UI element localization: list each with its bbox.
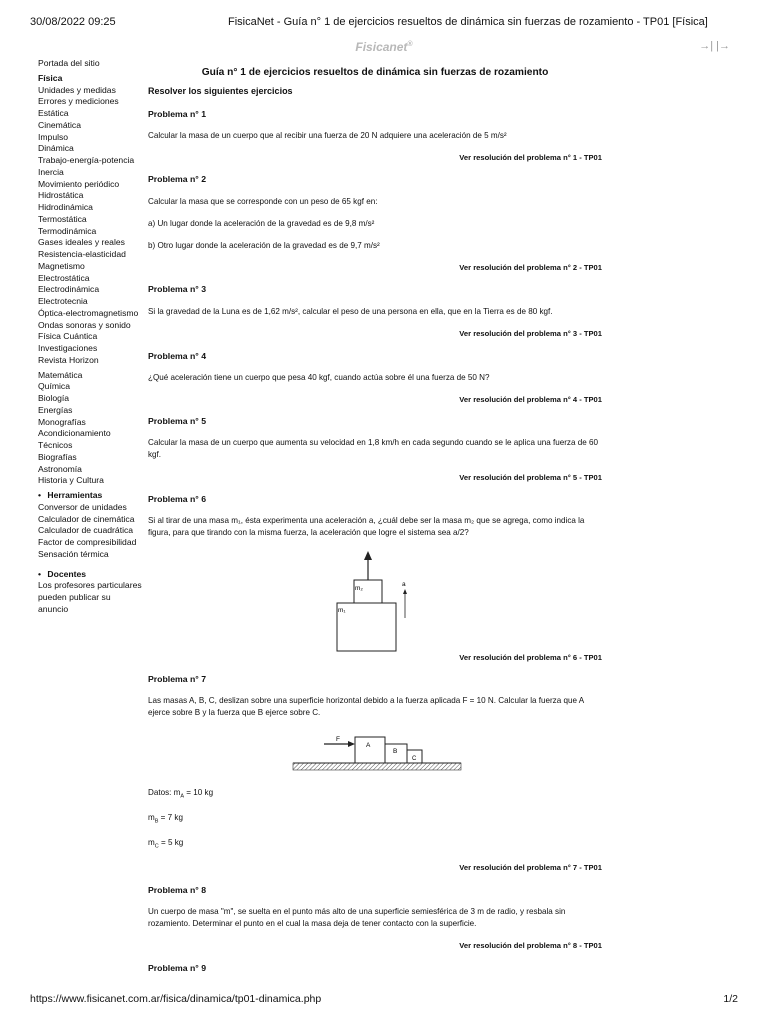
sidebar-item-fisica[interactable]: Hidrostática	[38, 190, 84, 201]
sidebar-other-list	[38, 370, 148, 488]
sidebar-item-fisica[interactable]: Impulso	[38, 131, 69, 142]
sidebar-item-fisica[interactable]: Estática	[38, 108, 69, 118]
problem-7-data-mc: $m_C = 5$ kg	[148, 838, 184, 850]
block-a	[355, 737, 385, 763]
sidebar-item-fisica[interactable]: Revista Horizon	[38, 354, 99, 365]
sidebar-item-fisica[interactable]: Ondas sonoras y sonido	[38, 319, 131, 330]
problem-2-option-b: b) Otro lugar donde la aceleración de la gravedad es de 9,7 m/s²	[148, 241, 380, 250]
fig-label-a: a	[402, 581, 406, 588]
sidebar-item-section[interactable]: Historia y Cultura	[38, 475, 104, 486]
problem-3-link[interactable]: Ver resolución del problema n° 3 - TP01	[459, 329, 602, 338]
sidebar-item-fisica[interactable]: Electrostática	[38, 272, 90, 283]
fig-label-block-b: B	[393, 748, 398, 755]
sidebar-item-fisica[interactable]: Investigaciones	[38, 343, 98, 353]
arrow-up-small-icon	[403, 589, 407, 594]
problem-7-text: Las masas A, B, C, deslizan sobre una superficie horizontal debido a la fuerza aplicada F = 10 N. Calcular la fuerza que A ejerce sobre B y la fuerza que B ejerce sobre C.	[148, 696, 584, 717]
sidebar-fisica-list	[38, 85, 148, 367]
page-url: https://www.fisicanet.com.ar/fisica/dinamica/tp01-dinamica.php	[30, 993, 322, 1005]
sidebar-item-fisica[interactable]: Física Cuántica	[38, 331, 98, 342]
problem-8-text: Un cuerpo de masa "m", se suelta en el punto más alto de una superficie semiesférica de 3 m de radio, y resbala sin rozamiento. Determinar el punto en el cual la masa deja de tener contacto con la superficie.	[148, 907, 566, 928]
problem-4-text: ¿Qué aceleración tiene un cuerpo que pesa 40 kgf, cuando actúa sobre él una fuerza de 50 N?	[148, 373, 490, 382]
sidebar-item-section[interactable]: Acondicionamiento	[38, 428, 111, 439]
sidebar-item-tool[interactable]: Calculador de cinemática	[38, 513, 135, 524]
sidebar-item-section[interactable]: Química	[38, 381, 70, 392]
sidebar-item-fisica[interactable]: Gases ideales y reales	[38, 237, 125, 248]
print-date: 30/08/2022 09:25	[30, 16, 116, 28]
sidebar-item-tool[interactable]: Factor de compresibilidad	[38, 537, 137, 547]
fig-label-f: F	[336, 736, 340, 743]
problem-6-heading: Problema n° 6	[148, 494, 207, 504]
sidebar-item-section[interactable]: Matemática	[38, 369, 83, 380]
sidebar-item-fisica[interactable]: Termodinámica	[38, 225, 97, 236]
sidebar-item-section[interactable]: Monografías	[38, 416, 86, 427]
problem-6-text: Si al tirar de una masa m₁, ésta experimenta una aceleración a, ¿cuál debe ser la masa m₂ que se agrega, como indica la figura, para que tirando con la misma fuerza, la aceleración que logre el sistema sea a/2?	[148, 516, 585, 537]
sidebar-item-section[interactable]: Biología	[38, 393, 70, 403]
fig-label-block-a: A	[366, 742, 371, 749]
sidebar-item-fisica[interactable]: Dinámica	[38, 143, 74, 154]
logo-registered-mark: ®	[407, 41, 413, 48]
problem-8-link[interactable]: Ver resolución del problema n° 8 - TP01	[459, 941, 602, 950]
sidebar-item-fisica[interactable]: Movimiento periódico	[38, 178, 120, 189]
problem-9-heading: Problema n° 9	[148, 963, 207, 973]
page-subtitle: Resolver los siguientes ejercicios	[148, 86, 293, 96]
sidebar-item-tool[interactable]: Conversor de unidades	[38, 501, 127, 512]
sidebar-tools-list	[38, 502, 148, 561]
problem-7-figure	[292, 732, 462, 774]
sidebar-item-section[interactable]: Biografías	[38, 451, 77, 462]
problem-2-text: Calcular la masa que se corresponde con un peso de 65 kgf en:	[148, 197, 378, 206]
problem-5-heading: Problema n° 5	[148, 416, 207, 426]
sidebar-item-fisica[interactable]: Magnetismo	[38, 260, 85, 271]
problem-2-heading: Problema n° 2	[148, 174, 207, 184]
sidebar-item-fisica[interactable]: Errores y mediciones	[38, 96, 119, 107]
sidebar-section-fisica[interactable]: Física	[38, 72, 63, 83]
sidebar-item-tool[interactable]: Calculador de cuadrática	[38, 525, 134, 536]
sidebar-section-teachers: • Docentes	[38, 568, 87, 579]
problem-7-link[interactable]: Ver resolución del problema n° 7 - TP01	[459, 863, 602, 872]
problem-4-link[interactable]: Ver resolución del problema n° 4 - TP01	[459, 395, 602, 404]
site-logo[interactable]: Fisicanet®	[355, 40, 413, 54]
arrow-up-icon	[364, 551, 372, 560]
sidebar-item-tool[interactable]: Sensación térmica	[38, 548, 109, 559]
sidebar-item-section[interactable]: Técnicos	[38, 440, 73, 450]
site-bar	[30, 40, 738, 58]
sidebar-item-fisica[interactable]: Inercia	[38, 166, 64, 177]
sidebar-item-fisica[interactable]: Cinemática	[38, 119, 81, 130]
sidebar-teachers-text[interactable]	[38, 580, 148, 615]
sidebar	[38, 58, 148, 616]
problem-5-link[interactable]: Ver resolución del problema n° 5 - TP01	[459, 473, 602, 482]
sidebar-item-section[interactable]: Energías	[38, 404, 73, 415]
sidebar-item-section[interactable]: Astronomía	[38, 463, 82, 474]
sidebar-item-fisica[interactable]: Electrodinámica	[38, 284, 100, 295]
problem-1-heading: Problema n° 1	[148, 109, 207, 119]
problem-7-data-mb: $m_B = 7$ kg	[148, 813, 183, 825]
problem-7-heading: Problema n° 7	[148, 674, 207, 684]
problem-6-figure	[334, 550, 414, 654]
problem-2-link[interactable]: Ver resolución del problema n° 2 - TP01	[459, 263, 602, 272]
problem-6-link[interactable]: Ver resolución del problema n° 6 - TP01	[459, 653, 602, 662]
sidebar-section-tools: • Herramientas	[38, 490, 103, 500]
problem-4-heading: Problema n° 4	[148, 351, 207, 361]
problem-7-data-ma: Datos: $m_A = 10$ kg	[148, 788, 214, 800]
sidebar-item-fisica[interactable]: Termostática	[38, 213, 87, 224]
sidebar-item-fisica[interactable]: Unidades y medidas	[38, 84, 116, 95]
sidebar-teachers-line[interactable]: anuncio	[38, 603, 69, 614]
print-header	[30, 16, 738, 32]
sidebar-item-fisica[interactable]: Resistencia-elasticidad	[38, 249, 126, 259]
sidebar-item-home[interactable]: Portada del sitio	[38, 58, 100, 68]
problem-2-option-a: a) Un lugar donde la aceleración de la gravedad es de 9,8 m/s²	[148, 219, 375, 228]
problem-8-heading: Problema n° 8	[148, 885, 207, 895]
sidebar-teachers-line[interactable]: pueden publicar su	[38, 592, 111, 602]
sidebar-item-fisica[interactable]: Óptica-electromagnetismo	[38, 307, 139, 318]
sidebar-item-fisica[interactable]: Hidrodinámica	[38, 202, 93, 212]
sidebar-item-fisica[interactable]: Trabajo-energía-potencia	[38, 155, 135, 165]
problem-1-link[interactable]: Ver resolución del problema n° 1 - TP01	[459, 153, 602, 162]
sidebar-toggle-icon[interactable]: →| |→	[699, 40, 730, 52]
page-title: Guía n° 1 de ejercicios resueltos de dinámica sin fuerzas de rozamiento	[201, 67, 549, 78]
arrow-right-icon	[348, 741, 355, 747]
problem-5-text: Calcular la masa de un cuerpo que aumenta su velocidad en 1,8 km/h en cada segundo cuando se le aplica una fuerza de 60 kgf.	[148, 438, 598, 459]
ground-surface	[293, 763, 461, 770]
block-m1	[337, 603, 396, 651]
sidebar-teachers-line[interactable]: Los profesores particulares	[38, 580, 142, 591]
fig-label-m2: m₂	[355, 585, 363, 592]
page-number: 1/2	[723, 993, 738, 1005]
fig-label-block-c: C	[412, 756, 417, 762]
fig-label-m1: m₁	[338, 607, 346, 614]
problem-3-heading: Problema n° 3	[148, 284, 207, 294]
problem-3-text: Si la gravedad de la Luna es de 1,62 m/s², calcular el peso de una persona en ella, que en la Tierra es de 80 kgf.	[148, 307, 553, 316]
sidebar-item-fisica[interactable]: Electrotecnia	[38, 296, 88, 306]
problem-1-text: Calcular la masa de un cuerpo que al recibir una fuerza de 20 N adquiere una aceleración de 5 m/s²	[148, 131, 507, 140]
print-document-title: FisicaNet - Guía n° 1 de ejercicios resueltos de dinámica sin fuerzas de rozamiento - TP01 [Física]	[228, 16, 708, 28]
